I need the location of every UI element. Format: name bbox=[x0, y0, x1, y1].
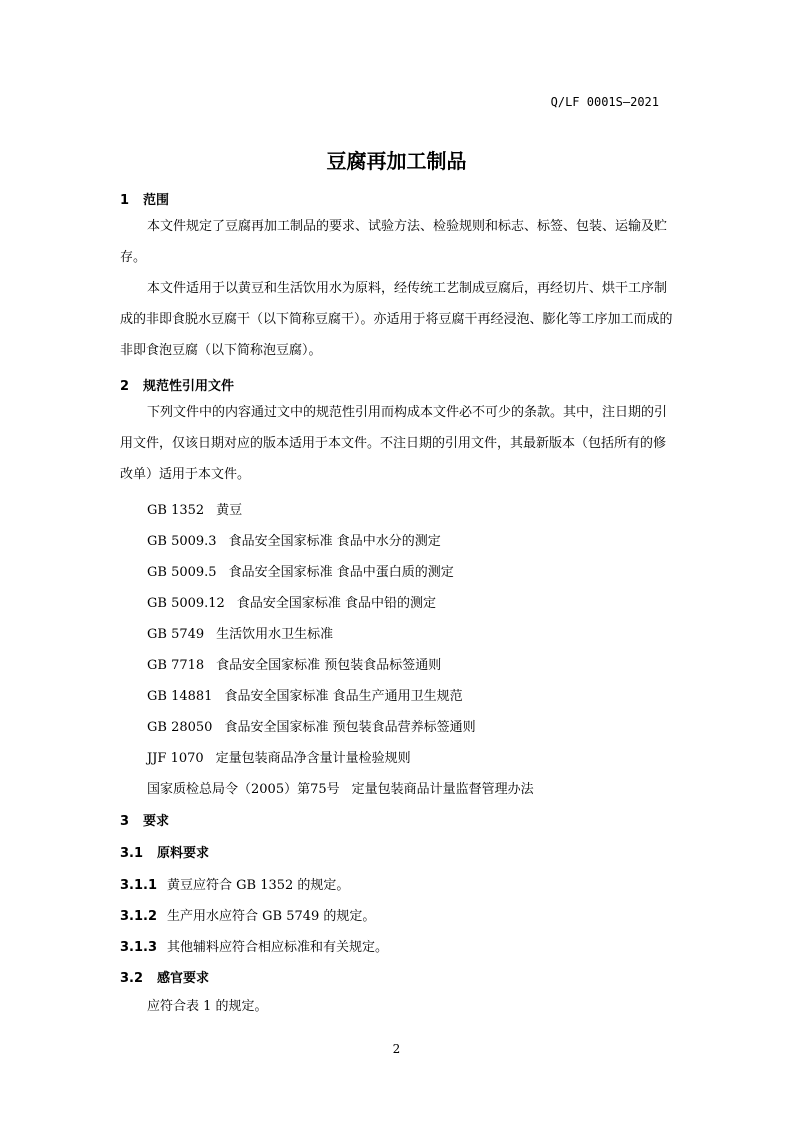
paragraph-scope-1: 本文件规定了豆腐再加工制品的要求、试验方法、检验规则和标志、标签、包装、运输及贮存。 bbox=[120, 219, 668, 265]
reference-code: GB 28050 bbox=[147, 720, 213, 735]
reference-name: 黄豆 bbox=[216, 503, 243, 518]
section-heading-2 bbox=[120, 375, 234, 394]
reference-item bbox=[147, 685, 463, 704]
clause-number: 3.1.2 bbox=[120, 909, 158, 924]
reference-item bbox=[147, 747, 411, 766]
subsection-heading-3-2 bbox=[120, 967, 209, 986]
section-number: 2 bbox=[120, 379, 130, 394]
reference-name: 定量包装商品计量监督管理办法 bbox=[351, 782, 534, 797]
clause-text: 其他辅料应符合相应标准和有关规定。 bbox=[167, 940, 389, 955]
reference-name: 食品安全国家标准 预包装食品标签通则 bbox=[216, 658, 442, 673]
document-title: 豆腐再加工制品 bbox=[326, 149, 467, 173]
section-heading-1 bbox=[120, 189, 169, 208]
clause-3-1-3 bbox=[120, 936, 388, 955]
reference-item bbox=[147, 716, 476, 735]
reference-item bbox=[147, 530, 441, 549]
paragraph-sensory: 应符合表 1 的规定。 bbox=[147, 999, 268, 1014]
section-label: 范围 bbox=[143, 193, 170, 208]
section-label: 要求 bbox=[143, 814, 170, 829]
section-label: 感官要求 bbox=[157, 971, 210, 986]
reference-code: GB 5009.5 bbox=[147, 565, 217, 580]
section-number: 3.1 bbox=[120, 846, 144, 861]
subsection-heading-3-1 bbox=[120, 842, 209, 861]
reference-code: GB 5009.3 bbox=[147, 534, 217, 549]
section-label: 原料要求 bbox=[157, 846, 210, 861]
reference-name: 定量包装商品净含量计量检验规则 bbox=[215, 751, 411, 766]
paragraph-scope-2: 本文件适用于以黄豆和生活饮用水为原料，经传统工艺制成豆腐后，再经切片、烘干工序制成的非即食脱水豆腐干（以下简称豆腐干）。亦适用于将豆腐干再经浸泡、膨化等工序加工而成的非即食泡豆腐（以下简称泡豆腐）。 bbox=[120, 281, 673, 358]
reference-name: 食品安全国家标准 食品中水分的测定 bbox=[228, 534, 441, 549]
paragraph-references: 下列文件中的内容通过文中的规范性引用而构成本文件必不可少的条款。其中，注日期的引用文件，仅该日期对应的版本适用于本文件。不注日期的引用文件，其最新版本（包括所有的修改单）适用于本文件。 bbox=[120, 405, 668, 482]
reference-code: GB 5749 bbox=[147, 627, 205, 642]
section-number: 3 bbox=[120, 814, 130, 829]
reference-item bbox=[147, 592, 436, 611]
reference-code: GB 14881 bbox=[147, 689, 213, 704]
reference-item bbox=[147, 561, 454, 580]
reference-item bbox=[147, 499, 242, 518]
clause-text: 生产用水应符合 GB 5749 的规定。 bbox=[167, 909, 376, 924]
reference-code: JJF 1070 bbox=[147, 751, 204, 766]
page-number: 2 bbox=[392, 1042, 401, 1056]
clause-number: 3.1.1 bbox=[120, 878, 158, 893]
reference-name: 食品安全国家标准 预包装食品营养标签通则 bbox=[224, 720, 476, 735]
section-number: 1 bbox=[120, 193, 130, 208]
clause-3-1-2 bbox=[120, 905, 375, 924]
section-number: 3.2 bbox=[120, 971, 144, 986]
reference-name: 生活饮用水卫生标准 bbox=[216, 627, 334, 642]
document-number: Q/LF 0001S—2021 bbox=[550, 95, 659, 109]
clause-number: 3.1.3 bbox=[120, 940, 158, 955]
reference-item bbox=[147, 623, 333, 642]
clause-text: 黄豆应符合 GB 1352 的规定。 bbox=[167, 878, 350, 893]
reference-item bbox=[147, 778, 534, 797]
section-label: 规范性引用文件 bbox=[143, 379, 235, 394]
reference-code: GB 5009.12 bbox=[147, 596, 225, 611]
reference-name: 食品安全国家标准 食品中铅的测定 bbox=[236, 596, 436, 611]
reference-code: GB 7718 bbox=[147, 658, 205, 673]
reference-code: GB 1352 bbox=[147, 503, 205, 518]
section-heading-3 bbox=[120, 810, 169, 829]
reference-code: 国家质检总局令（2005）第75号 bbox=[147, 782, 340, 797]
clause-3-1-1 bbox=[120, 874, 349, 893]
reference-name: 食品安全国家标准 食品中蛋白质的测定 bbox=[228, 565, 454, 580]
reference-item bbox=[147, 654, 441, 673]
reference-name: 食品安全国家标准 食品生产通用卫生规范 bbox=[224, 689, 463, 704]
